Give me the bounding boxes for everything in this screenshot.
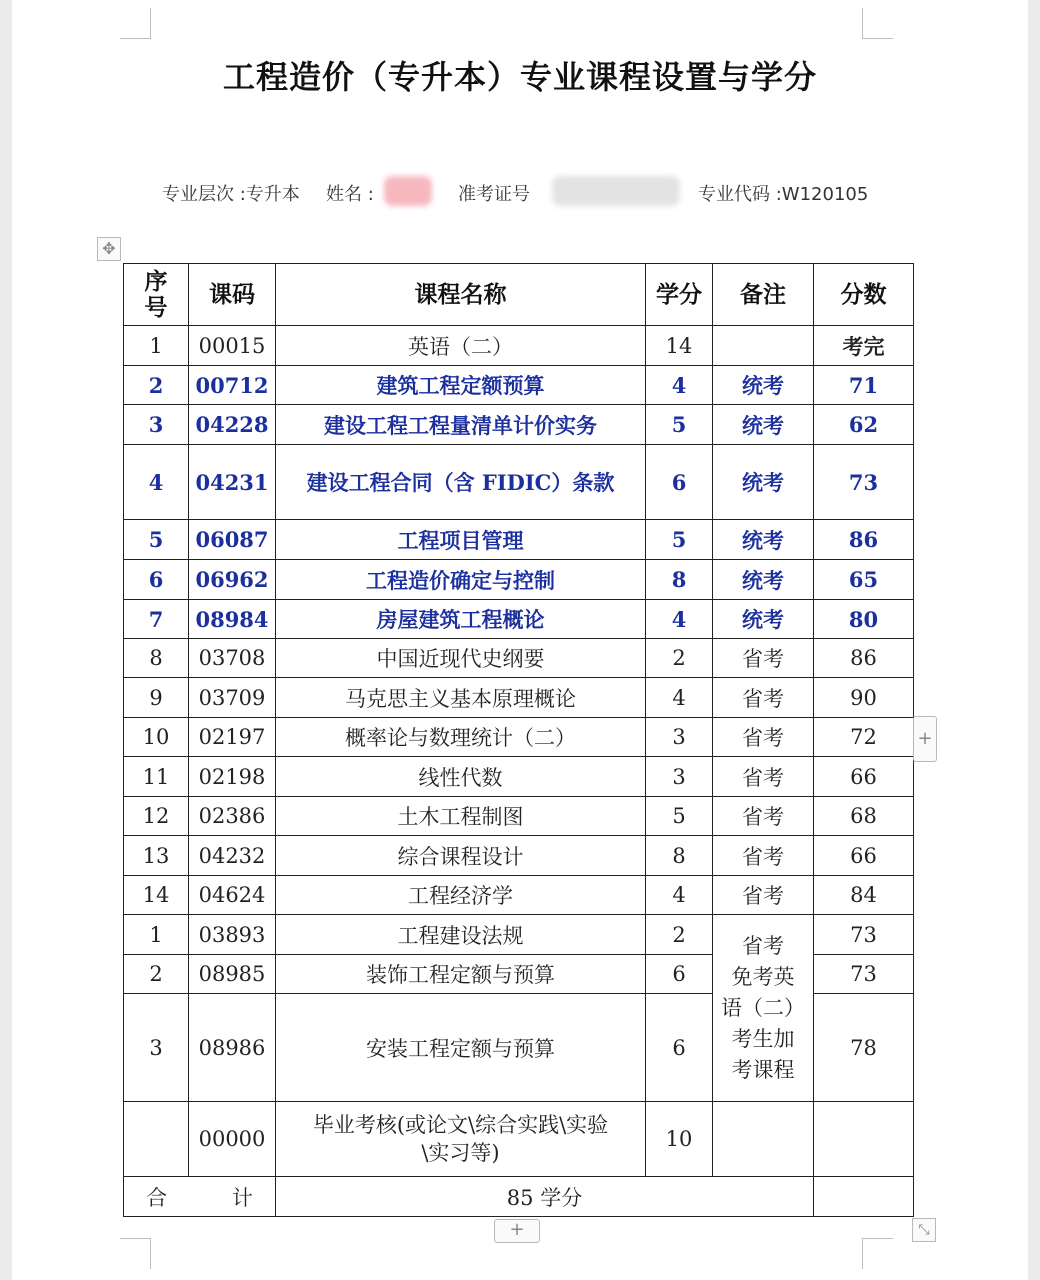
cell-credit: 5: [646, 520, 713, 560]
cell-score: 65: [814, 560, 914, 600]
cell-seq: 2: [124, 955, 189, 994]
cell-seq: 1: [124, 915, 189, 955]
cell-code: 00000: [189, 1102, 276, 1177]
table-row: [124, 797, 914, 836]
cell-code: 04228: [189, 405, 276, 445]
cell-code: 03708: [189, 639, 276, 678]
cell-code: 00712: [189, 366, 276, 405]
cell-remark: 省考: [713, 718, 814, 757]
cell-score: 73: [814, 445, 914, 520]
document-title: 工程造价（专升本）专业课程设置与学分: [222, 58, 817, 96]
cell-credit: 6: [646, 445, 713, 520]
cell-score: 66: [814, 757, 914, 797]
cell-code: 04231: [189, 445, 276, 520]
cell-credit: 14: [646, 326, 713, 366]
cell-name: 建设工程合同（含 FIDIC）条款: [276, 445, 646, 520]
crop-mark-bottom-right: [862, 1238, 893, 1269]
header-name: 课程名称: [276, 264, 646, 326]
table-row: [124, 718, 914, 757]
cell-remark: [713, 326, 814, 366]
cell-seq: 4: [124, 445, 189, 520]
header-remark: 备注: [713, 264, 814, 326]
cell-name: 建筑工程定额预算: [276, 366, 646, 405]
cell-score: 72: [814, 718, 914, 757]
cell-name: 土木工程制图: [276, 797, 646, 836]
cell-name: 安装工程定额与预算: [276, 994, 646, 1102]
cell-seq: 8: [124, 639, 189, 678]
cell-seq: 14: [124, 876, 189, 915]
table-header-row: [124, 264, 914, 326]
cell-code: 06962: [189, 560, 276, 600]
table-row-thesis: [124, 1102, 914, 1177]
cell-remark-merged: [713, 915, 814, 1102]
cell-code: 08984: [189, 600, 276, 639]
cell-credit: 4: [646, 366, 713, 405]
table-resize-handle-icon[interactable]: ⤡: [912, 1218, 936, 1242]
cell-name: [276, 1102, 646, 1177]
cell-name: 工程项目管理: [276, 520, 646, 560]
cell-credit: 3: [646, 757, 713, 797]
cell-remark: 统考: [713, 445, 814, 520]
cell-code: 02197: [189, 718, 276, 757]
cell-seq: 3: [124, 405, 189, 445]
total-value: 85 学分: [276, 1177, 814, 1217]
exam-id-label: 准考证号: [458, 184, 530, 205]
cell-name: 房屋建筑工程概论: [276, 600, 646, 639]
cell-credit: 8: [646, 836, 713, 876]
name-label: 姓名 :: [326, 184, 374, 205]
cell-seq: 12: [124, 797, 189, 836]
cell-remark: 统考: [713, 520, 814, 560]
cell-remark: 省考: [713, 836, 814, 876]
cell-credit: 5: [646, 797, 713, 836]
cell-code: 06087: [189, 520, 276, 560]
cell-score: 71: [814, 366, 914, 405]
cell-score: 62: [814, 405, 914, 445]
header-credit: 学分: [646, 264, 713, 326]
cell-seq: 3: [124, 994, 189, 1102]
cell-name: 装饰工程定额与预算: [276, 955, 646, 994]
add-column-button[interactable]: +: [913, 716, 937, 762]
cell-score: 考完: [814, 326, 914, 366]
course-table: [123, 263, 914, 1217]
cell-code: 08985: [189, 955, 276, 994]
cell-score: [814, 1102, 914, 1177]
table-row: [124, 915, 914, 955]
table-row: [124, 405, 914, 445]
thesis-name-line-1: 毕业考核(或论文\综合实践\实验: [312, 1113, 609, 1137]
cell-remark: 省考: [713, 678, 814, 718]
cell-seq: 5: [124, 520, 189, 560]
table-row: [124, 757, 914, 797]
cell-name: 英语（二）: [276, 326, 646, 366]
cell-score: 66: [814, 836, 914, 876]
header-seq: 序号: [124, 264, 189, 326]
table-row: [124, 876, 914, 915]
crop-mark-top-right: [862, 8, 893, 39]
table-move-handle-icon[interactable]: ✥: [97, 237, 121, 261]
cell-seq: 9: [124, 678, 189, 718]
thesis-name-line-2: \实习等): [421, 1141, 500, 1165]
total-label-right: 计: [231, 1185, 253, 1210]
cell-remark: 统考: [713, 600, 814, 639]
cell-credit: 2: [646, 915, 713, 955]
cell-seq: 10: [124, 718, 189, 757]
cell-score: 68: [814, 797, 914, 836]
redacted-name: [384, 176, 432, 206]
total-label-left: 合: [146, 1185, 168, 1210]
cell-seq: 1: [124, 326, 189, 366]
header-score: 分数: [814, 264, 914, 326]
cell-remark: 统考: [713, 405, 814, 445]
cell-seq: 11: [124, 757, 189, 797]
table-row: [124, 600, 914, 639]
cell-remark: 省考: [713, 639, 814, 678]
cell-credit: 3: [646, 718, 713, 757]
cell-code: 03893: [189, 915, 276, 955]
cell-name: 建设工程工程量清单计价实务: [276, 405, 646, 445]
cell-name: 概率论与数理统计（二）: [276, 718, 646, 757]
remark-line: 免考英: [731, 964, 795, 989]
cell-code: 02198: [189, 757, 276, 797]
table-row: [124, 639, 914, 678]
cell-seq: [124, 1102, 189, 1177]
cell-credit: 2: [646, 639, 713, 678]
cell-score: 90: [814, 678, 914, 718]
table-row: [124, 520, 914, 560]
cell-code: 04624: [189, 876, 276, 915]
remark-line: 语（二）: [721, 995, 805, 1020]
cell-score: 73: [814, 955, 914, 994]
cell-seq: 2: [124, 366, 189, 405]
cell-name: 工程造价确定与控制: [276, 560, 646, 600]
cell-credit: 10: [646, 1102, 713, 1177]
table-row-total: [124, 1177, 914, 1217]
cell-score: 78: [814, 994, 914, 1102]
cell-score: 84: [814, 876, 914, 915]
crop-mark-bottom-left: [120, 1238, 151, 1269]
cell-name: 中国近现代史纲要: [276, 639, 646, 678]
cell-score: 86: [814, 520, 914, 560]
cell-remark: 省考: [713, 757, 814, 797]
cell-name: 工程经济学: [276, 876, 646, 915]
cell-code: 08986: [189, 994, 276, 1102]
cell-remark: 省考: [713, 876, 814, 915]
cell-credit: 5: [646, 405, 713, 445]
cell-seq: 6: [124, 560, 189, 600]
cell-remark: 省考: [713, 797, 814, 836]
cell-remark: 统考: [713, 560, 814, 600]
cell-name: 综合课程设计: [276, 836, 646, 876]
level-label: 专业层次 :专升本: [162, 184, 300, 205]
cell-score: 80: [814, 600, 914, 639]
cell-code: 00015: [189, 326, 276, 366]
cell-code: 03709: [189, 678, 276, 718]
cell-name: 工程建设法规: [276, 915, 646, 955]
cell-remark: 统考: [713, 366, 814, 405]
remark-line: 考生加: [731, 1026, 795, 1051]
major-code-label: 专业代码 :W120105: [698, 184, 869, 205]
cell-credit: 6: [646, 994, 713, 1102]
table-row: [124, 445, 914, 520]
cell-credit: 4: [646, 876, 713, 915]
cell-seq: 7: [124, 600, 189, 639]
crop-mark-top-left: [120, 8, 151, 39]
cell-score: 86: [814, 639, 914, 678]
cell-credit: 6: [646, 955, 713, 994]
header-code: 课码: [189, 264, 276, 326]
cell-score: 73: [814, 915, 914, 955]
cell-name: 线性代数: [276, 757, 646, 797]
cell-code: 02386: [189, 797, 276, 836]
cell-credit: 8: [646, 560, 713, 600]
table-row: [124, 560, 914, 600]
total-empty: [814, 1177, 914, 1217]
table-row: [124, 678, 914, 718]
cell-remark: [713, 1102, 814, 1177]
redacted-exam-id: [552, 176, 680, 206]
cell-code: 04232: [189, 836, 276, 876]
cell-seq: 13: [124, 836, 189, 876]
cell-credit: 4: [646, 600, 713, 639]
table-row: [124, 366, 914, 405]
add-row-button[interactable]: +: [494, 1219, 540, 1243]
remark-line: 省考: [742, 933, 784, 958]
cell-credit: 4: [646, 678, 713, 718]
cell-name: 马克思主义基本原理概论: [276, 678, 646, 718]
table-row: [124, 326, 914, 366]
remark-line: 考课程: [731, 1057, 795, 1082]
table-row: [124, 836, 914, 876]
total-label: [124, 1177, 276, 1217]
